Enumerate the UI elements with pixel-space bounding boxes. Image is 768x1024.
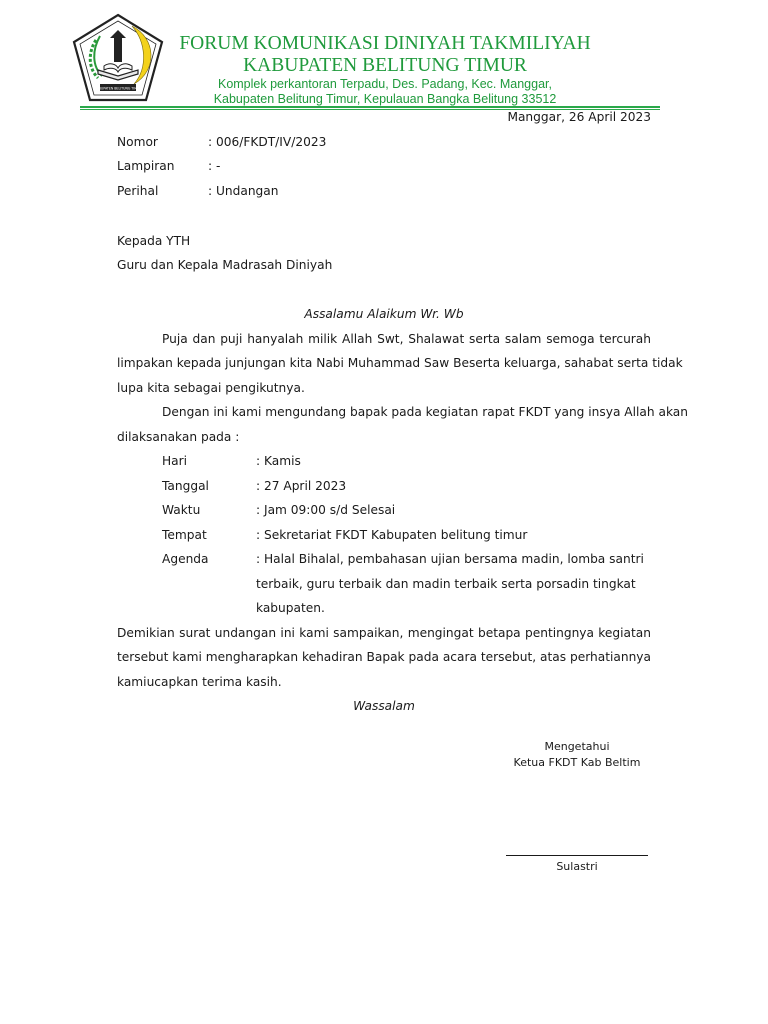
meta-label-lampiran: Lampiran bbox=[117, 159, 175, 173]
closing: Wassalam bbox=[353, 699, 415, 713]
meta-value-perihal: : Undangan bbox=[208, 184, 279, 198]
meta-label-nomor: Nomor bbox=[117, 135, 158, 149]
detail-value-tempat: : Sekretariat FKDT Kabupaten belitung timur bbox=[256, 528, 528, 542]
letter-date: Manggar, 26 April 2023 bbox=[507, 110, 651, 124]
paragraph3-line3: kamiucapkan terima kasih. bbox=[117, 675, 282, 689]
paragraph2-line2: dilaksanakan pada : bbox=[117, 430, 240, 444]
detail-value-hari: : Kamis bbox=[256, 454, 301, 468]
recipient-line1: Kepada YTH bbox=[117, 234, 191, 248]
greeting: Assalamu Alaikum Wr. Wb bbox=[304, 307, 464, 321]
detail-label-hari: Hari bbox=[162, 454, 188, 468]
address-line1: Komplek perkantoran Terpadu, Des. Padang, Kec. Manggar, bbox=[217, 77, 552, 91]
meta-value-nomor: : 006/FKDT/IV/2023 bbox=[208, 135, 327, 149]
recipient-line2: Guru dan Kepala Madrasah Diniyah bbox=[117, 258, 333, 272]
detail-value-waktu: : Jam 09:00 s/d Selesai bbox=[256, 503, 396, 517]
signature-line1: Mengetahui bbox=[544, 740, 610, 753]
detail-label-tempat: Tempat bbox=[162, 528, 207, 542]
paragraph2-line1: Dengan ini kami mengundang bapak pada kegiatan rapat FKDT yang insya Allah akan bbox=[162, 405, 688, 419]
meta-label-perihal: Perihal bbox=[117, 184, 159, 198]
paragraph3-line2: tersebut kami mengharapkan kehadiran Bapak pada acara tersebut, atas perhatiannya bbox=[117, 650, 651, 664]
agenda-line2: terbaik, guru terbaik dan madin terbaik serta porsadin tingkat bbox=[256, 577, 636, 591]
paragraph3-line1: Demikian surat undangan ini kami sampaikan, mengingat betapa pentingnya kegiatan bbox=[117, 626, 651, 640]
signature-rule bbox=[506, 855, 648, 856]
emblem-logo bbox=[70, 12, 166, 104]
paragraph1-line2: limpakan kepada junjungan kita Nabi Muhammad Saw Beserta keluarga, sahabat serta tidak bbox=[117, 356, 683, 370]
meta-value-lampiran: : - bbox=[208, 159, 221, 173]
paragraph1-line1: Puja dan puji hanyalah milik Allah Swt, Shalawat serta salam semoga tercurah bbox=[162, 332, 651, 346]
detail-label-agenda: Agenda bbox=[162, 552, 209, 566]
detail-label-tanggal: Tanggal bbox=[162, 479, 209, 493]
signature-name: Sulastri bbox=[556, 860, 598, 873]
detail-value-tanggal: : 27 April 2023 bbox=[256, 479, 347, 493]
detail-value-agenda: : Halal Bihalal, pembahasan ujian bersama madin, lomba santri bbox=[256, 552, 644, 566]
detail-label-waktu: Waktu bbox=[162, 503, 201, 517]
agenda-line3: kabupaten. bbox=[256, 601, 325, 615]
svg-text:KABUPATEN BELITUNG TIMUR: KABUPATEN BELITUNG TIMUR bbox=[94, 86, 142, 91]
org-name-line1: FORUM KOMUNIKASI DINIYAH TAKMILIYAH bbox=[179, 33, 591, 54]
letterhead-rule bbox=[80, 106, 660, 108]
address-line2: Kabupaten Belitung Timur, Kepulauan Bangka Belitung 33512 bbox=[213, 92, 557, 106]
signature-line2: Ketua FKDT Kab Beltim bbox=[513, 756, 641, 769]
paragraph1-line3: lupa kita sebagai pengikutnya. bbox=[117, 381, 305, 395]
org-name-line2: KABUPATEN BELITUNG TIMUR bbox=[243, 55, 527, 76]
